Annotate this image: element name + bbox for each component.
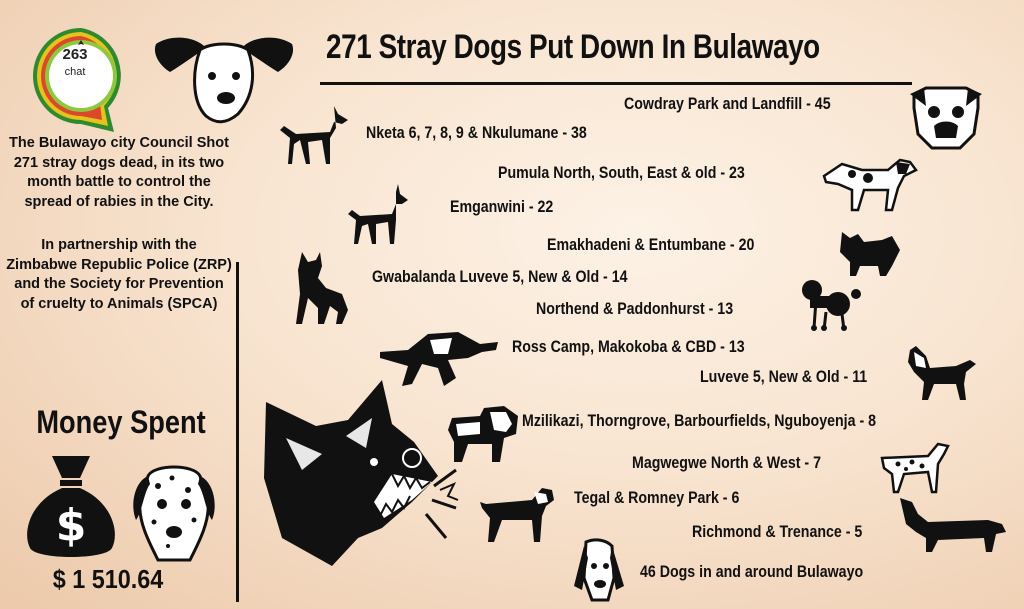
divider-line — [236, 262, 239, 602]
pomeranian-icon — [838, 226, 902, 278]
pinscher-icon — [346, 182, 412, 248]
263chat-logo — [28, 24, 134, 136]
dalmatian-head-icon — [128, 462, 220, 566]
summary-paragraph-1: The Bulawayo city Council Shot 271 stray dogs dead, in its two month battle to control the spread of rabies in the City. — [9, 135, 229, 210]
logo-text-263: 263 — [62, 46, 88, 63]
pug-icon — [908, 86, 984, 150]
dachshund-icon — [898, 494, 1008, 556]
area-emganwini: Emganwini - 22 — [450, 198, 554, 216]
area-gwabalanda: Gwabalanda Luveve 5, New & Old - 14 — [372, 268, 628, 286]
logo-text-chat: chat — [64, 66, 86, 78]
barking-dog-head-icon — [262, 378, 458, 568]
area-cowdray-park: Cowdray Park and Landfill - 45 — [624, 95, 831, 113]
beagle-icon — [472, 474, 556, 544]
money-spent-label: Money Spent — [36, 404, 206, 440]
money-spent-value: $ 1 510.64 — [52, 564, 164, 594]
area-richmond: Richmond & Trenance - 5 — [692, 523, 863, 541]
area-emakhadeni: Emakhadeni & Entumbane - 20 — [547, 236, 755, 254]
shepherd-icon — [292, 250, 352, 326]
summary-text — [6, 134, 232, 338]
bull-terrier-icon — [904, 344, 980, 402]
area-ross-camp: Ross Camp, Makokoba & CBD - 13 — [512, 338, 745, 356]
area-luveve: Luveve 5, New & Old - 11 — [700, 368, 868, 386]
page-title: 271 Stray Dogs Put Down In Bulawayo — [326, 28, 820, 66]
area-around-bulawayo: 46 Dogs in and around Bulawayo — [640, 563, 864, 581]
money-bag-icon — [22, 452, 120, 564]
svg-text:$: $ — [55, 500, 87, 551]
doberman-icon — [276, 104, 350, 168]
summary-paragraph-2: In partnership with the Zimbabwe Republic Police (ZRP) and the Society for Prevention of cruelty to Animals (SPCA) — [6, 237, 232, 312]
poodle-icon — [800, 278, 862, 332]
area-pumula: Pumula North, South, East & old - 23 — [498, 164, 745, 182]
area-northend: Northend & Paddonhurst - 13 — [536, 300, 734, 318]
area-mzilikazi: Mzilikazi, Thorngrove, Barbourfields, Nguboyenja - 8 — [522, 412, 877, 430]
area-nketa: Nketa 6, 7, 8, 9 & Nkulumane - 38 — [366, 124, 587, 142]
basset-hound-icon — [572, 538, 626, 604]
title-underline — [320, 82, 912, 85]
area-tegal: Tegal & Romney Park - 6 — [574, 489, 740, 507]
dalmatian-icon — [876, 436, 952, 494]
pointer-icon — [822, 156, 918, 212]
area-magwegwe: Magwegwe North & West - 7 — [632, 454, 821, 472]
